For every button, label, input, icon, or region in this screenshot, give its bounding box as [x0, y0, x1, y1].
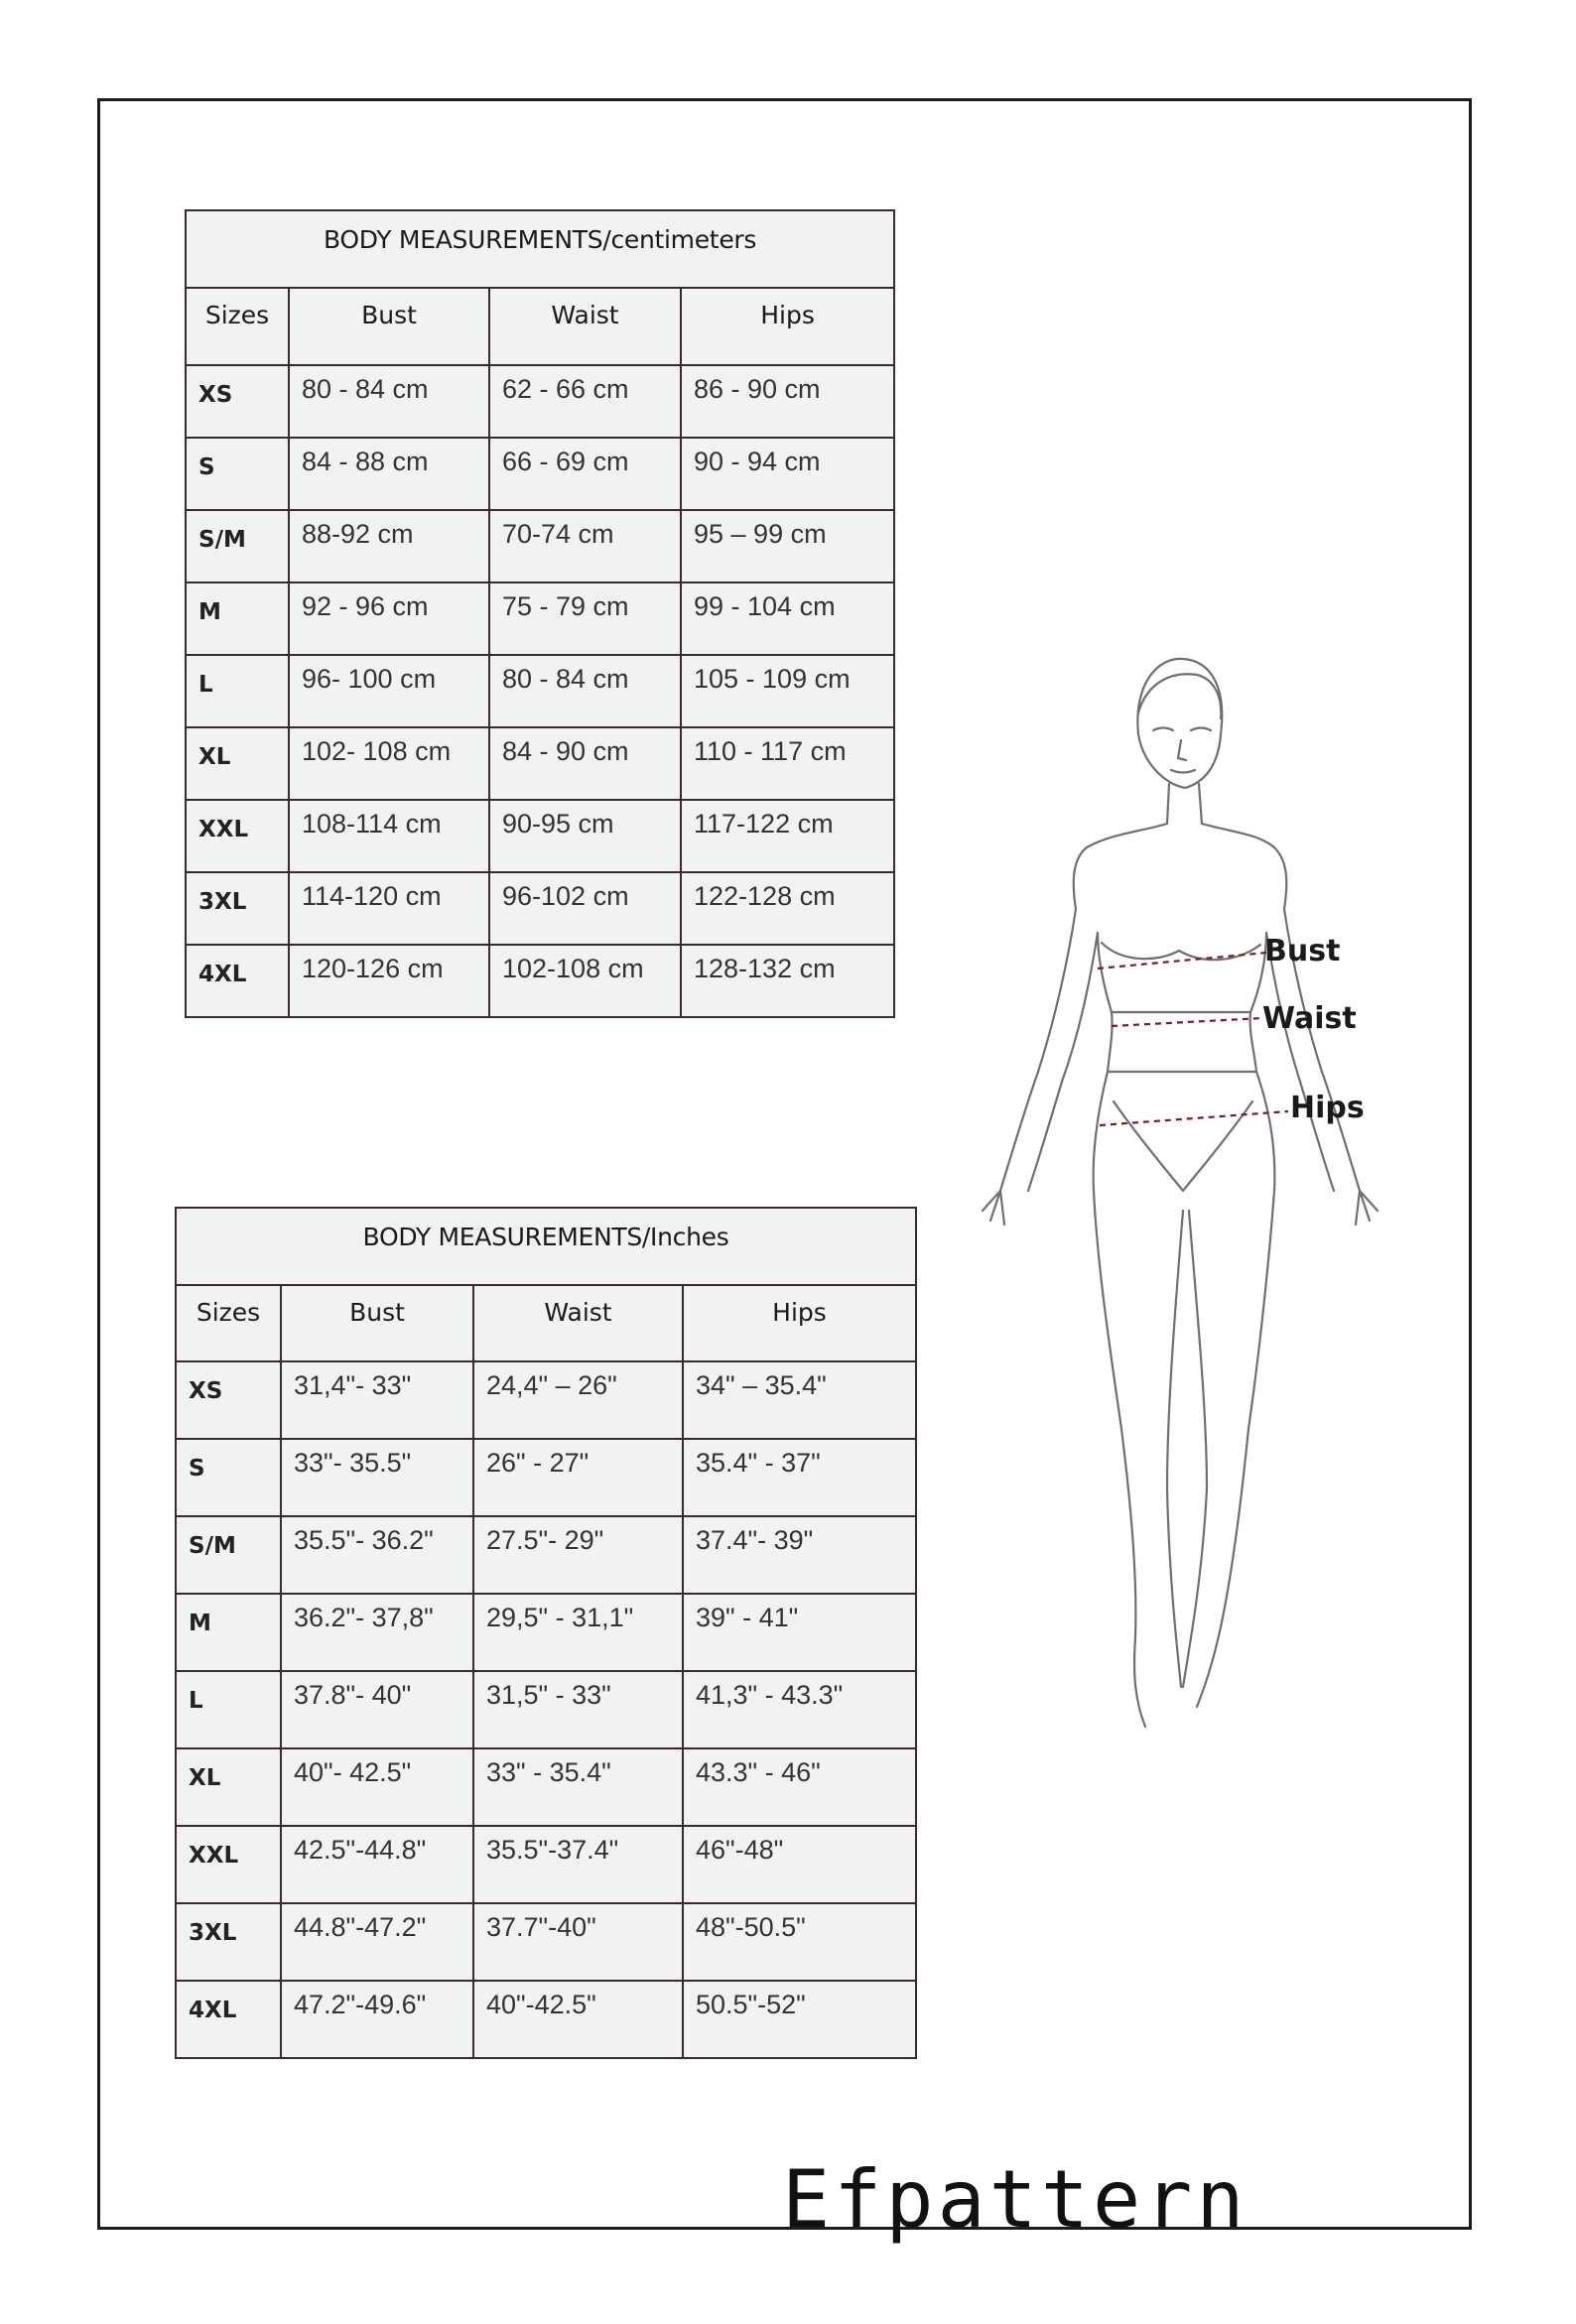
bust-cell: 108-114 cm: [289, 800, 489, 872]
waist-cell: 66 - 69 cm: [489, 438, 681, 510]
waist-cell: 96-102 cm: [489, 872, 681, 945]
waist-cell: 70-74 cm: [489, 510, 681, 582]
size-cell: 3XL: [176, 1903, 281, 1981]
hips-cell: 110 - 117 cm: [681, 727, 894, 800]
size-cell: S/M: [176, 1516, 281, 1594]
hips-cell: 95 – 99 cm: [681, 510, 894, 582]
hips-cell: 43.3" - 46": [683, 1748, 916, 1826]
hips-cell: 90 - 94 cm: [681, 438, 894, 510]
table-row: [176, 1826, 916, 1903]
bust-cell: 80 - 84 cm: [289, 365, 489, 438]
waist-cell: 35.5"-37.4": [473, 1826, 683, 1903]
column-header-waist: Waist: [473, 1285, 683, 1361]
size-cell: M: [186, 582, 289, 655]
table-row: [176, 1594, 916, 1671]
waist-cell: 90-95 cm: [489, 800, 681, 872]
hips-cell: 128-132 cm: [681, 945, 894, 1017]
size-cell: 4XL: [176, 1981, 281, 2058]
waist-cell: 33" - 35.4": [473, 1748, 683, 1826]
hips-cell: 37.4"- 39": [683, 1516, 916, 1594]
table-row: [186, 872, 894, 945]
hips-cell: 99 - 104 cm: [681, 582, 894, 655]
bust-cell: 96- 100 cm: [289, 655, 489, 727]
column-header-hips: Hips: [681, 288, 894, 365]
waist-cell: 40"-42.5": [473, 1981, 683, 2058]
table-row: [186, 727, 894, 800]
hips-cell: 86 - 90 cm: [681, 365, 894, 438]
column-header-bust: Bust: [281, 1285, 473, 1361]
size-cell: S: [186, 438, 289, 510]
table-row: [186, 800, 894, 872]
column-header-waist: Waist: [489, 288, 681, 365]
waist-cell: 27.5"- 29": [473, 1516, 683, 1594]
bust-cell: 40"- 42.5": [281, 1748, 473, 1826]
size-cell: XS: [176, 1361, 281, 1439]
column-header-sizes: Sizes: [186, 288, 289, 365]
bust-cell: 35.5"- 36.2": [281, 1516, 473, 1594]
hips-cell: 122-128 cm: [681, 872, 894, 945]
table-row: [186, 945, 894, 1017]
bust-label: Bust: [1264, 934, 1341, 968]
hips-cell: 105 - 109 cm: [681, 655, 894, 727]
hips-cell: 35.4" - 37": [683, 1439, 916, 1516]
column-header-hips: Hips: [683, 1285, 916, 1361]
size-cell: S/M: [186, 510, 289, 582]
table-row: [176, 1439, 916, 1516]
size-cell: 3XL: [186, 872, 289, 945]
bust-cell: 120-126 cm: [289, 945, 489, 1017]
brand-logo-text: Efpattern: [782, 2153, 1248, 2246]
bust-cell: 88-92 cm: [289, 510, 489, 582]
table-title: BODY MEASUREMENTS/centimeters: [186, 210, 894, 288]
table-row: [186, 438, 894, 510]
size-cell: L: [186, 655, 289, 727]
cm-table-body: [186, 365, 894, 1017]
waist-label: Waist: [1262, 1001, 1357, 1036]
waist-cell: 80 - 84 cm: [489, 655, 681, 727]
table-row: [186, 655, 894, 727]
waist-cell: 102-108 cm: [489, 945, 681, 1017]
column-header-sizes: Sizes: [176, 1285, 281, 1361]
body-figure-illustration: [973, 635, 1389, 1746]
bust-cell: 31,4"- 33": [281, 1361, 473, 1439]
waist-cell: 62 - 66 cm: [489, 365, 681, 438]
bust-cell: 36.2"- 37,8": [281, 1594, 473, 1671]
size-cell: XS: [186, 365, 289, 438]
size-cell: XL: [186, 727, 289, 800]
column-header-bust: Bust: [289, 288, 489, 365]
size-cell: XL: [176, 1748, 281, 1826]
table-row: [176, 1671, 916, 1748]
size-cell: 4XL: [186, 945, 289, 1017]
waist-cell: 75 - 79 cm: [489, 582, 681, 655]
bust-cell: 33"- 35.5": [281, 1439, 473, 1516]
waist-cell: 31,5" - 33": [473, 1671, 683, 1748]
table-row: [186, 365, 894, 438]
table-row: [176, 1903, 916, 1981]
table-row: [186, 582, 894, 655]
size-cell: XXL: [176, 1826, 281, 1903]
size-cell: S: [176, 1439, 281, 1516]
waist-cell: 37.7"-40": [473, 1903, 683, 1981]
waist-cell: 84 - 90 cm: [489, 727, 681, 800]
hips-cell: 50.5"-52": [683, 1981, 916, 2058]
cm-measurements-table: [185, 209, 895, 1018]
hips-cell: 48"-50.5": [683, 1903, 916, 1981]
size-cell: L: [176, 1671, 281, 1748]
bust-cell: 114-120 cm: [289, 872, 489, 945]
bust-cell: 102- 108 cm: [289, 727, 489, 800]
table-title: BODY MEASUREMENTS/Inches: [176, 1208, 916, 1285]
inch-table-body: [176, 1361, 916, 2058]
table-row: [176, 1516, 916, 1594]
hips-cell: 41,3" - 43.3": [683, 1671, 916, 1748]
waist-cell: 24,4" – 26": [473, 1361, 683, 1439]
hips-cell: 34" – 35.4": [683, 1361, 916, 1439]
table-row: [176, 1361, 916, 1439]
table-row: [186, 510, 894, 582]
table-row: [176, 1981, 916, 2058]
waist-cell: 26" - 27": [473, 1439, 683, 1516]
size-cell: M: [176, 1594, 281, 1671]
bust-cell: 44.8"-47.2": [281, 1903, 473, 1981]
hips-cell: 39" - 41": [683, 1594, 916, 1671]
bust-cell: 47.2"-49.6": [281, 1981, 473, 2058]
inch-measurements-table: [175, 1207, 917, 2059]
hips-cell: 46"-48": [683, 1826, 916, 1903]
waist-cell: 29,5" - 31,1": [473, 1594, 683, 1671]
bust-cell: 92 - 96 cm: [289, 582, 489, 655]
size-cell: XXL: [186, 800, 289, 872]
bust-cell: 84 - 88 cm: [289, 438, 489, 510]
hips-cell: 117-122 cm: [681, 800, 894, 872]
table-row: [176, 1748, 916, 1826]
bust-cell: 42.5"-44.8": [281, 1826, 473, 1903]
bust-cell: 37.8"- 40": [281, 1671, 473, 1748]
hips-label: Hips: [1290, 1091, 1365, 1125]
